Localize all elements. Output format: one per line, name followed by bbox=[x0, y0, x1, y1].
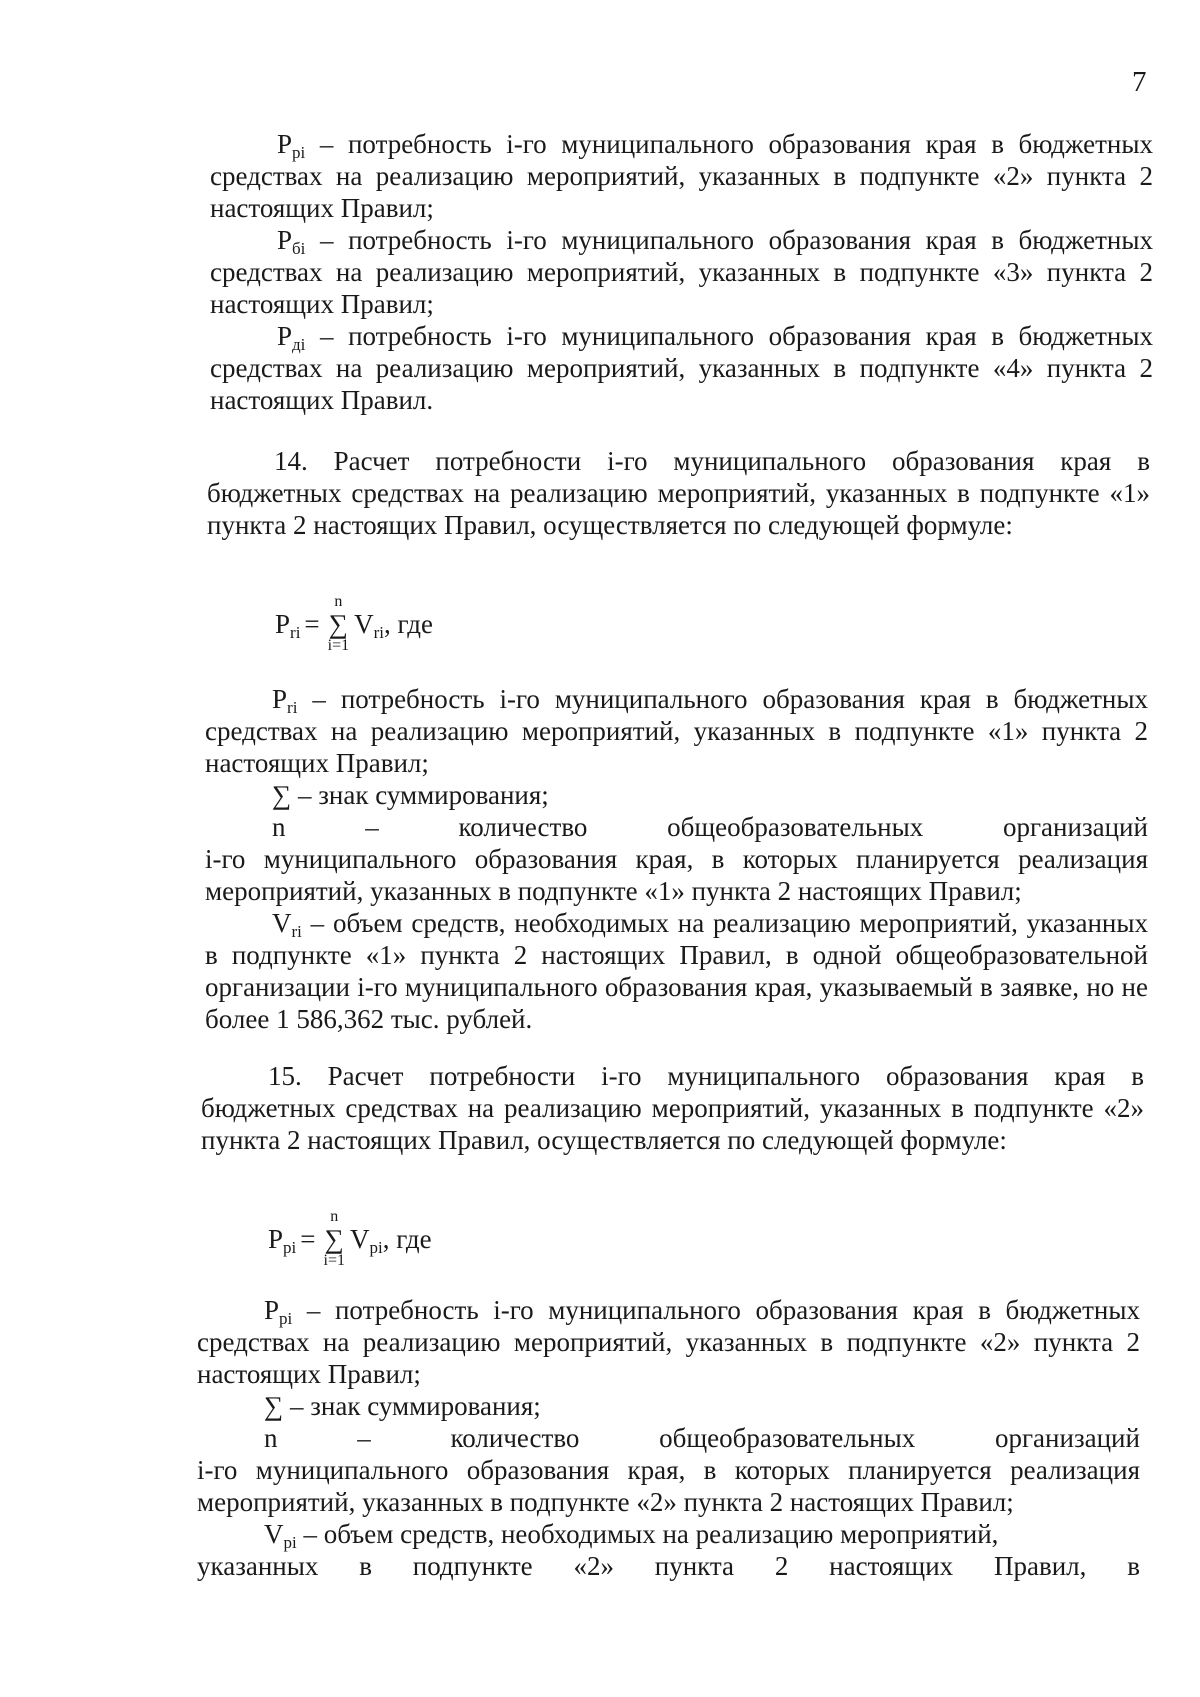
formula-lhs: $P_{ri}$ bbox=[275, 608, 301, 642]
definitions-14 bbox=[205, 683, 1148, 1035]
definition-v-pi: $V_{pi}$ – объем средств, необходимых на реализацию мероприятий, bbox=[264, 1519, 999, 1552]
paragraph-14-text: 14. Расчет потребности i-го муниципального образования края в бюджетных средствах на реализацию мероприятий, указанных в подпункте «1» пункта 2 настоящих Правил, осуществляется по следующей формуле: bbox=[207, 446, 1150, 540]
sum-symbol: n ∑ i=1 bbox=[323, 1208, 345, 1269]
paragraph-15-text: 15. Расчет потребности i-го муниципального образования края в бюджетных средствах на реализацию мероприятий, указанных в подпункте «2» пункта 2 настоящих Правил, осуществляется по следующей формуле: bbox=[201, 1061, 1144, 1155]
definition-n-rest: i-го муниципального образования края, в которых планируется реализация мероприятий, указанных в подпункте «2» пункта 2 настоящих Правил; bbox=[197, 1455, 1140, 1517]
definition-n-line: n – количество общеобразовательных организаций bbox=[272, 812, 1148, 842]
formula-term: $V_{pi}$, где bbox=[349, 1223, 432, 1257]
formula-equals: = bbox=[300, 1223, 316, 1254]
formula-14 bbox=[275, 593, 433, 655]
definition-sum: ∑ – знак суммирования; bbox=[264, 1391, 541, 1421]
definition-p-bi: $P_{бi}$ – потребность i-го муниципального образования края в бюджетных средствах на реализацию мероприятий, указанных в подпункте «3» пункта 2 настоящих Правил; bbox=[210, 225, 1153, 319]
formula-lhs: $P_{pi}$ bbox=[268, 1223, 297, 1257]
definition-p-ri: $P_{ri}$ – потребность i-го муниципального образования края в бюджетных средствах на реализацию мероприятий, указанных в подпункте «1» пункта 2 настоящих Правил; bbox=[205, 684, 1148, 778]
definitions-top bbox=[210, 128, 1153, 416]
paragraph-15 bbox=[201, 1060, 1144, 1156]
formula-term: $V_{ri}$, где bbox=[354, 608, 433, 642]
definition-v-pi-tail: указанных в подпункте «2» пункта 2 настоящих Правил, в bbox=[197, 1551, 1140, 1581]
definition-n-rest: i-го муниципального образования края, в которых планируется реализация мероприятий, указанных в подпункте «1» пункта 2 настоящих Правил; bbox=[205, 844, 1148, 906]
sum-symbol: n ∑ i=1 bbox=[327, 593, 350, 654]
definition-p-di: $P_{дi}$ – потребность i-го муниципального образования края в бюджетных средствах на реализацию мероприятий, указанных в подпункте «4» пункта 2 настоящих Правил. bbox=[210, 321, 1153, 415]
definition-v-ri: $V_{ri}$ – объем средств, необходимых на реализацию мероприятий, указанных в подпункте «1» пункта 2 настоящих Правил, в одной общеобразовательной организации i-го муниципального образования края, указываемый в заявке, но не более 1 586,362 тыс. рублей. bbox=[205, 908, 1148, 1034]
definition-p-pi-15: $P_{pi}$ – потребность i-го муниципального образования края в бюджетных средствах на реализацию мероприятий, указанных в подпункте «2» пункта 2 настоящих Правил; bbox=[197, 1295, 1140, 1389]
definition-n-line: n – количество общеобразовательных организаций bbox=[264, 1423, 1140, 1453]
paragraph-14 bbox=[207, 445, 1150, 541]
page-number: 7 bbox=[1132, 66, 1147, 98]
formula-equals: = bbox=[304, 608, 320, 639]
definition-sum: ∑ – знак суммирования; bbox=[272, 780, 549, 810]
definition-p-pi: $P_{pi}$ – потребность i-го муниципального образования края в бюджетных средствах на реализацию мероприятий, указанных в подпункте «2» пункта 2 настоящих Правил; bbox=[210, 129, 1153, 223]
definitions-15 bbox=[197, 1294, 1140, 1582]
formula-15 bbox=[268, 1208, 432, 1270]
